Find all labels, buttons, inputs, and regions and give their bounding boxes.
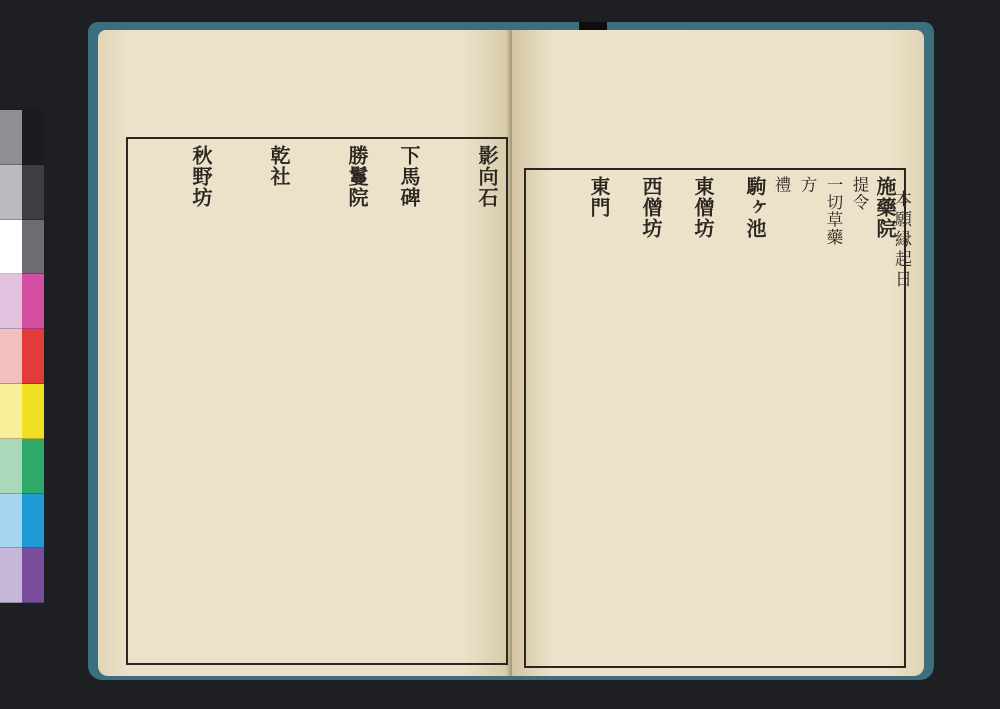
left-column-filler bbox=[448, 145, 474, 657]
calibration-swatch bbox=[22, 329, 44, 384]
open-book bbox=[88, 22, 934, 680]
right-column-filler bbox=[560, 176, 586, 660]
right-column: 禮 bbox=[772, 176, 791, 194]
calibration-swatch bbox=[0, 165, 22, 220]
calibration-swatch bbox=[0, 439, 22, 494]
left-column-filler bbox=[370, 145, 396, 657]
left-heading: 下馬碑 bbox=[397, 145, 421, 208]
calibration-swatch bbox=[22, 439, 44, 494]
right-column-filler bbox=[612, 176, 638, 660]
calibration-swatch bbox=[0, 548, 22, 603]
page-title: 本願縁起日 bbox=[891, 190, 911, 290]
left-page bbox=[98, 30, 512, 676]
calibration-swatch bbox=[22, 165, 44, 220]
left-column-filler bbox=[240, 145, 266, 657]
color-calibration-strip bbox=[0, 110, 44, 604]
calibration-swatch bbox=[22, 110, 44, 165]
calibration-swatch bbox=[0, 494, 22, 549]
right-column-filler bbox=[716, 176, 742, 660]
calibration-swatch bbox=[22, 548, 44, 603]
left-heading: 勝鬘院 bbox=[345, 145, 369, 208]
right-text-frame bbox=[524, 168, 906, 668]
left-column-filler bbox=[162, 145, 188, 657]
right-page bbox=[512, 30, 924, 676]
right-column-filler bbox=[664, 176, 690, 660]
right-column: 提令 bbox=[850, 176, 869, 211]
calibration-swatch bbox=[0, 384, 22, 439]
calibration-swatch bbox=[0, 110, 22, 165]
calibration-swatch bbox=[0, 274, 22, 329]
left-heading: 秋野坊 bbox=[189, 145, 213, 208]
left-column-filler bbox=[422, 145, 448, 657]
left-column-filler bbox=[318, 145, 344, 657]
right-column: 方 bbox=[798, 176, 817, 194]
left-text-frame bbox=[126, 137, 508, 665]
left-column-filler bbox=[292, 145, 318, 657]
right-heading: 西僧坊 bbox=[639, 176, 663, 239]
right-heading: 駒ヶ池 bbox=[743, 176, 767, 239]
left-column-filler bbox=[214, 145, 240, 657]
right-columns bbox=[532, 176, 898, 660]
calibration-swatch bbox=[0, 220, 22, 275]
calibration-swatch bbox=[22, 220, 44, 275]
right-heading: 東僧坊 bbox=[691, 176, 715, 239]
calibration-swatch bbox=[22, 494, 44, 549]
left-heading: 乾社 bbox=[267, 145, 291, 187]
right-column: 一切草藥 bbox=[824, 176, 843, 246]
calibration-swatch bbox=[22, 274, 44, 329]
calibration-swatch bbox=[22, 384, 44, 439]
left-columns bbox=[134, 145, 500, 657]
calibration-swatch bbox=[0, 329, 22, 384]
right-heading: 東門 bbox=[587, 176, 611, 218]
right-heading: 施藥院 bbox=[873, 176, 897, 239]
left-heading: 影向石 bbox=[475, 145, 499, 208]
